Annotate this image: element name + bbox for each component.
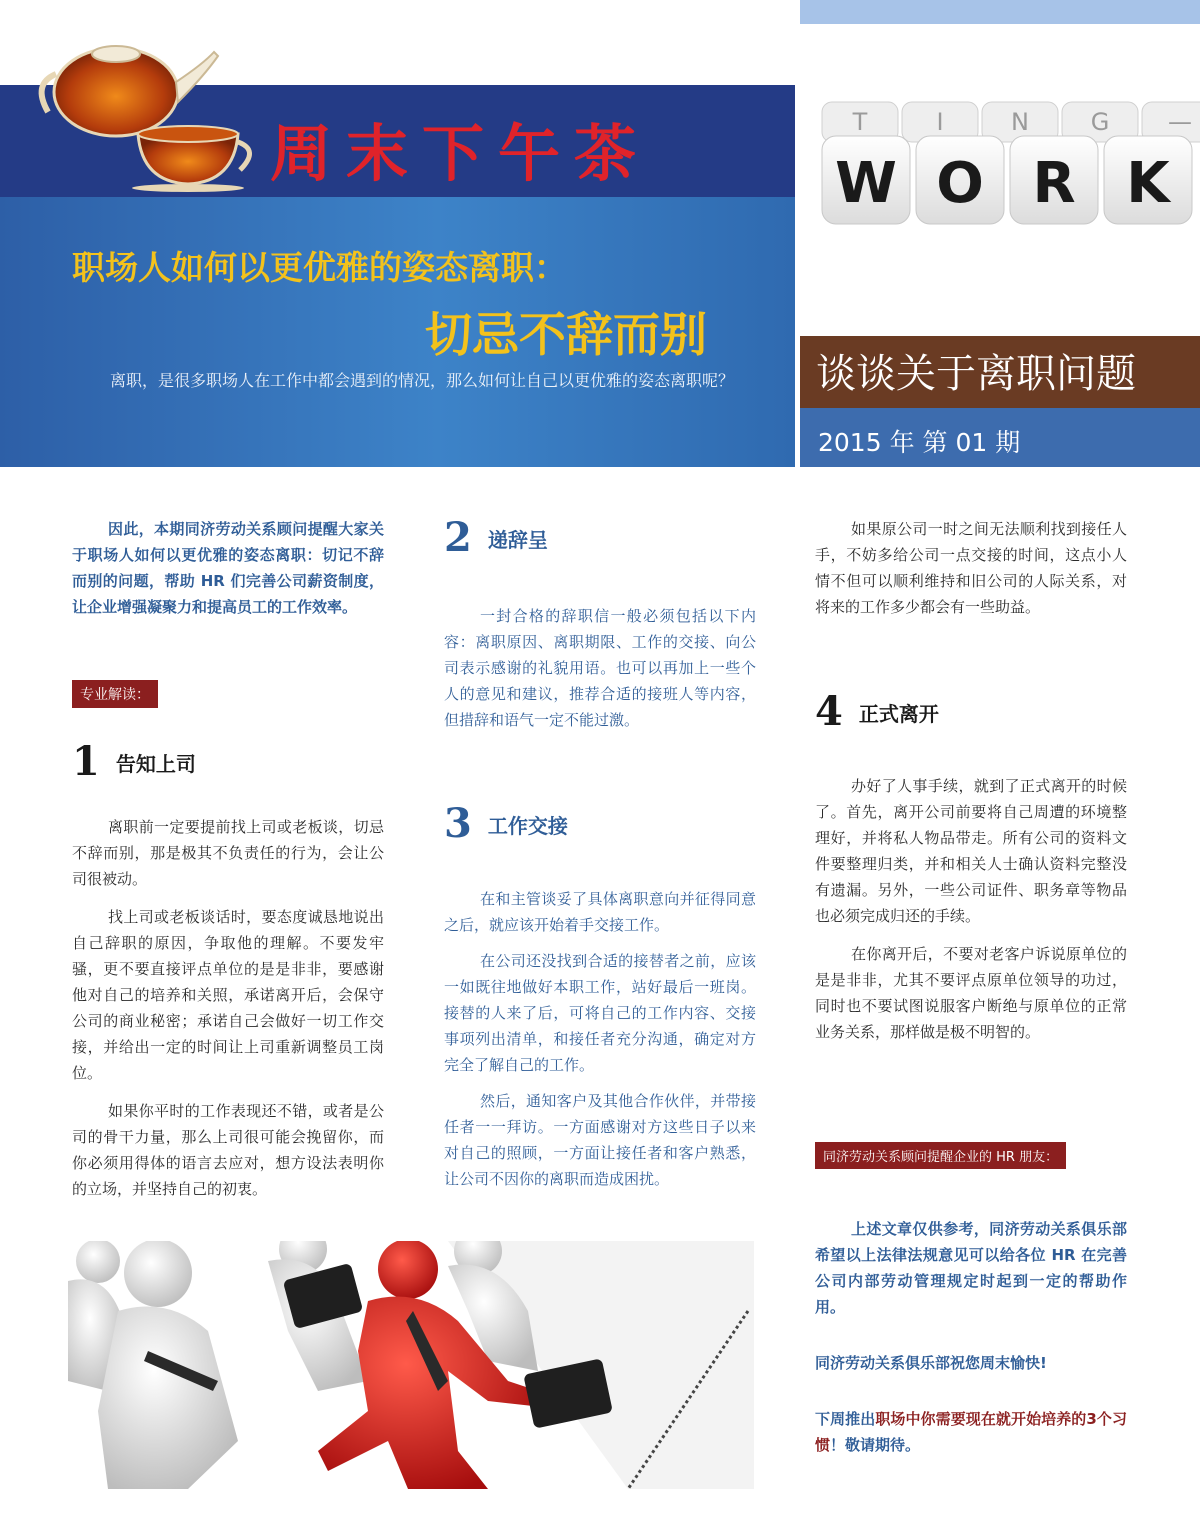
svg-text:—: — [1168,108,1192,136]
section-1-body [72,814,384,1202]
header-side-panel [800,0,1200,467]
paragraph: 离职前一定要提前找上司或老板谈，切忌不辞而别，那是极其不负责任的行为，会让公司很被动。 [72,818,384,888]
intro-text: 离职，是很多职场人在工作中都会遇到的情况，那么如何让自己以更优雅的姿态离职呢？ [110,371,735,390]
side-title: 谈谈关于离职问题 [816,351,1136,397]
reminder-body [815,1216,1127,1458]
section-title: 工作交接 [487,813,568,838]
column-3-top [815,516,1127,620]
paragraph: 如果你平时的工作表现还不错，或者是公司的骨干力量，那么上司很可能会挽留你，而你必须用得体的语言去应对，想方设法表明你的立场，并坚持自己的初衷。 [72,1102,384,1198]
section-title: 递辞呈 [487,527,548,552]
column-1 [72,516,384,620]
section-title: 正式离开 [858,701,939,726]
headline-line2: 切忌不辞而别 [425,308,707,363]
section-number: 2 [444,514,472,561]
next-issue-preview [815,1406,1127,1458]
svg-text:W: W [835,151,897,216]
next-issue-suffix: ！敬请期待。 [830,1436,921,1454]
section-4-body [815,773,1127,1045]
section-2-heading [444,514,548,561]
brand-title: 周末下午茶 [270,117,651,190]
paragraph: 如果原公司一时之间无法顺利找到接任人手，不妨多给公司一点交接的时间，这点小人情不但可以顺利维持和旧公司的人际关系，对将来的工作多少都会有一些助益。 [815,520,1127,616]
section-1-heading [72,738,196,785]
work-dice-photo [800,24,1200,336]
svg-text:I: I [936,108,944,136]
business-figures-illustration [68,1241,754,1489]
svg-text:T: T [852,108,868,136]
section-4-heading [815,688,939,735]
walking-figures-image [68,1241,754,1489]
section-title: 告知上司 [115,751,196,776]
paragraph: 在和主管谈妥了具体离职意向并征得同意之后，就应该开始着手交接工作。 [444,890,756,934]
section-3-heading [444,800,568,847]
dice-main-row [822,136,1192,224]
section-3-body [444,886,756,1192]
section-number: 1 [72,738,100,785]
dice-image [800,24,1200,336]
lead-paragraph: 因此，本期同济劳动关系顾问提醒大家关于职场人如何以更优雅的姿态离职：切记不辞而别的问题，帮助 HR 们完善公司薪资制度，让企业增强凝聚力和提高员工的工作效率。 [72,520,384,616]
paragraph: 一封合格的辞职信一般必须包括以下内容：离职原因、离职期限、工作的交接、向公司表示感谢的礼貌用语。也可以再加上一些个人的意见和建议，推荐合适的接班人等内容，但措辞和语气一定不能过激。 [444,607,756,729]
die-letter [916,136,1004,224]
die-letter [1010,136,1098,224]
paragraph: 在公司还没找到合适的接替者之前，应该一如既往地做好本职工作，站好最后一班岗。接替的人来了后，可将自己的工作内容、交接事项列出清单，和接任者充分沟通，确定对方完全了解自己的工作。 [444,952,756,1074]
issue-label: 2015 年 第 01 期 [818,428,1021,457]
next-issue-topic: 职场中你需要现在就开始培养的3个习惯 [815,1410,1127,1454]
paragraph: 在你离开后，不要对老客户诉说原单位的是是非非，尤其不要评点原单位领导的功过，同时也不要试图说服客户断绝与原单位的正常业务关系，那样做是极不明智的。 [815,945,1127,1041]
section-number: 4 [815,688,843,735]
svg-text:N: N [1011,108,1029,136]
svg-text:G: G [1090,108,1110,136]
svg-text:K: K [1126,151,1170,216]
paragraph: 找上司或老板谈话时，要态度诚恳地说出自己辞职的原因，争取他的理解。不要发牢骚，更不要直接评点单位的是是非非，要感谢他对自己的培养和关照，承诺离开后，会保守公司的商业秘密；承诺自己会做好一切工作交接，并给出一定的时间让上司重新调整员工岗位。 [72,908,384,1082]
section-tag-professional: 专业解读： [72,680,158,708]
paragraph: 办好了人事手续，就到了正式离开的时候了。首先，离开公司前要将自己周遭的环境整理好，并将私人物品带走。所有公司的资料文件要整理归类，并和相关人士确认资料完整没有遗漏。另外，一些公司证件、职务章等物品也必须完成归还的手续。 [815,777,1127,925]
section-2-body [444,603,756,733]
next-issue-prefix: 下周推出 [815,1410,876,1428]
die-letter [1104,136,1192,224]
paragraph: 然后，通知客户及其他合作伙伴，并带接任者一一拜访。一方面感谢对方这些日子以来对自己的照顾，一方面让接任者和客户熟悉，让公司不因你的离职而造成困扰。 [444,1092,756,1188]
headline-line1: 职场人如何以更优雅的姿态离职： [72,248,567,287]
section-tag-reminder: 同济劳动关系顾问提醒企业的 HR 朋友： [815,1142,1066,1169]
teapot-icon [28,42,268,192]
section-number: 3 [444,800,472,847]
svg-text:R: R [1032,151,1076,216]
greeting: 同济劳动关系俱乐部祝您周末愉快! [815,1354,1047,1372]
paragraph: 上述文章仅供参考，同济劳动关系俱乐部希望以上法律法规意见可以给各位 HR 在完善公司内部劳动管理规定时起到一定的帮助作用。 [815,1220,1127,1316]
side-top-strip [800,0,1200,24]
svg-text:O: O [936,151,984,216]
die-letter [822,136,910,224]
